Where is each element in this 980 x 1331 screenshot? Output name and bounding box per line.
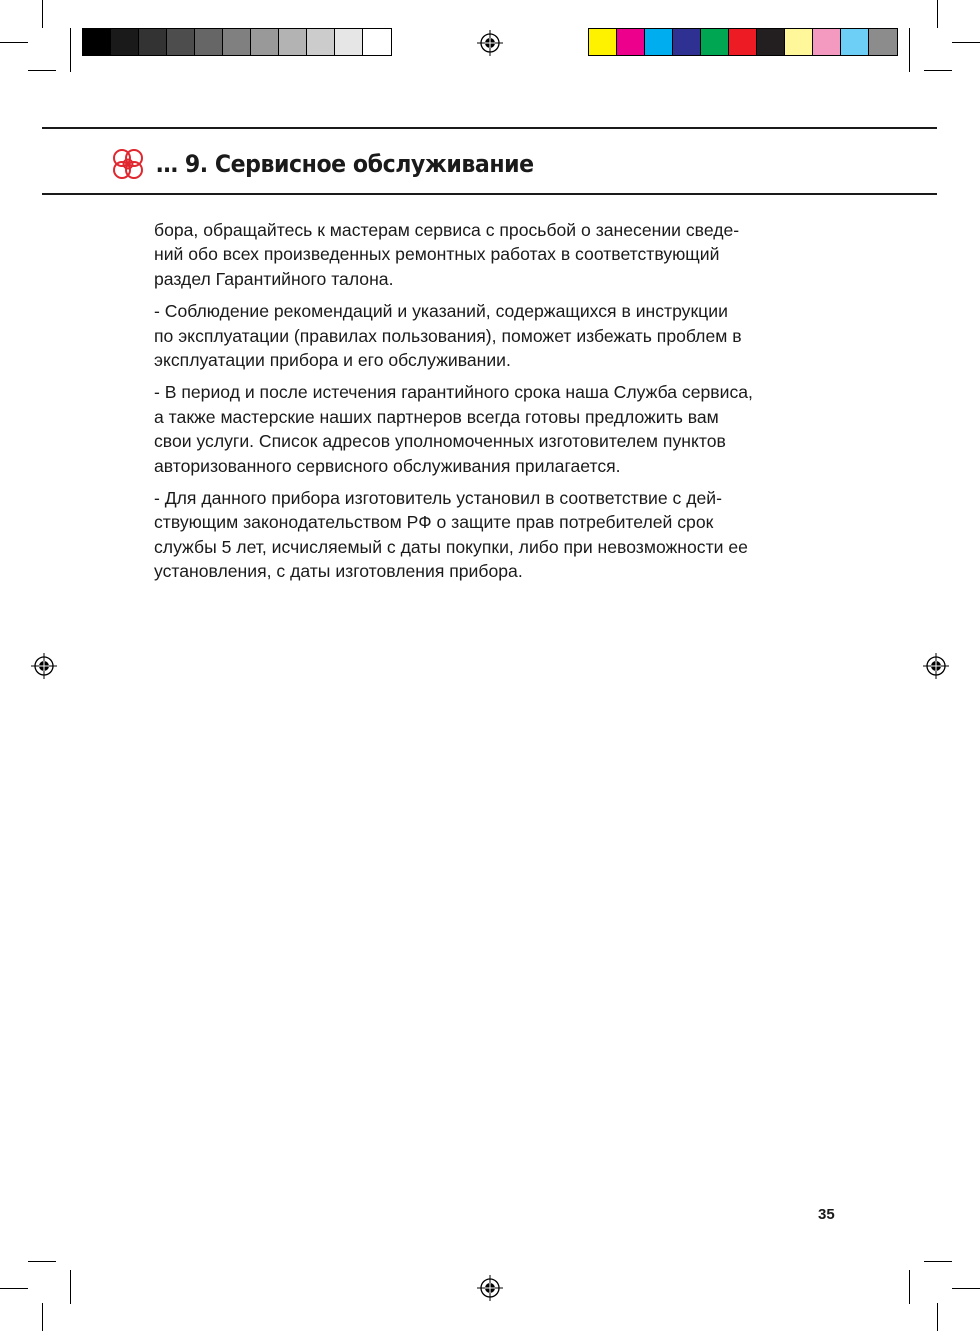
crop-mark-top-right-v	[937, 0, 938, 28]
crop-mark-top-left-v	[42, 0, 43, 28]
text-line: свои услуги. Список адресов уполномоченных изготовителем пунктов	[154, 431, 726, 452]
crop-mark-bottom-left-inner-v	[70, 1270, 71, 1304]
color-swatch	[83, 29, 111, 55]
crop-mark-top-left-h	[0, 42, 28, 43]
color-swatch	[869, 29, 897, 55]
color-swatch	[223, 29, 251, 55]
paragraph	[154, 218, 874, 291]
paragraph	[154, 486, 874, 584]
color-swatch	[111, 29, 139, 55]
crop-mark-bottom-left-inner-h	[28, 1261, 56, 1262]
gray-color-bar	[82, 28, 392, 56]
color-swatch	[701, 29, 729, 55]
body-text	[154, 218, 874, 592]
color-swatch	[673, 29, 701, 55]
color-swatch	[645, 29, 673, 55]
crop-mark-bottom-right-h	[952, 1288, 980, 1289]
crop-mark-top-right-h	[952, 42, 980, 43]
flower-swirl-icon	[108, 144, 148, 184]
process-color-bar	[588, 28, 898, 56]
text-line: - В период и после истечения гарантийного срока наша Служба сервиса,	[154, 382, 753, 403]
paragraph	[154, 380, 874, 478]
text-line: - Соблюдение рекомендаций и указаний, содержащихся в инструкции	[154, 301, 728, 322]
color-swatch	[195, 29, 223, 55]
color-swatch	[279, 29, 307, 55]
crop-mark-top-right-inner-h	[924, 70, 952, 71]
crop-mark-top-left-inner-v	[70, 28, 71, 72]
registration-mark-icon	[477, 30, 503, 56]
registration-mark-icon	[477, 1275, 503, 1301]
color-swatch	[589, 29, 617, 55]
header-bottom-rule	[42, 193, 937, 195]
color-swatch	[335, 29, 363, 55]
color-swatch	[139, 29, 167, 55]
crop-mark-top-right-inner-v	[909, 28, 910, 72]
text-line: эксплуатации прибора и его обслуживании.	[154, 350, 511, 371]
text-line: раздел Гарантийного талона.	[154, 268, 394, 289]
color-swatch	[251, 29, 279, 55]
color-swatch	[785, 29, 813, 55]
crop-mark-bottom-right-inner-v	[909, 1270, 910, 1304]
color-swatch	[363, 29, 391, 55]
registration-mark-icon	[31, 653, 57, 679]
crop-mark-bottom-right-v	[937, 1303, 938, 1331]
crop-mark-bottom-left-v	[42, 1303, 43, 1331]
section-header	[108, 144, 566, 184]
registration-mark-icon	[923, 653, 949, 679]
text-line: по эксплуатации (правилах пользования), поможет избежать проблем в	[154, 325, 742, 346]
text-line: - Для данного прибора изготовитель установил в соответствие с дей-	[154, 488, 722, 509]
text-line: бора, обращайтесь к мастерам сервиса с просьбой о занесении сведе-	[154, 220, 740, 240]
color-swatch	[307, 29, 335, 55]
paragraph	[154, 299, 874, 372]
color-swatch	[757, 29, 785, 55]
crop-mark-bottom-left-h	[0, 1288, 28, 1289]
text-line: установления, с даты изготовления прибора.	[154, 561, 523, 582]
color-swatch	[813, 29, 841, 55]
text-line: ний обо всех произведенных ремонтных работах в соответствующий	[154, 244, 720, 265]
color-swatch	[617, 29, 645, 55]
page-title: … 9. Сервисное обслуживание	[156, 150, 534, 178]
color-swatch	[729, 29, 757, 55]
text-line: ствующим законодательством РФ о защите прав потребителей срок	[154, 512, 714, 533]
crop-mark-top-left-inner-h	[28, 70, 56, 71]
color-swatch	[841, 29, 869, 55]
header-top-rule	[42, 127, 937, 129]
page-number: 35	[818, 1206, 835, 1223]
text-line: авторизованного сервисного обслуживания прилагается.	[154, 455, 621, 476]
color-swatch	[167, 29, 195, 55]
crop-mark-bottom-right-inner-h	[924, 1261, 952, 1262]
text-line: службы 5 лет, исчисляемый с даты покупки, либо при невозможности ее	[154, 536, 748, 557]
text-line: а также мастерские наших партнеров всегда готовы предложить вам	[154, 406, 719, 427]
